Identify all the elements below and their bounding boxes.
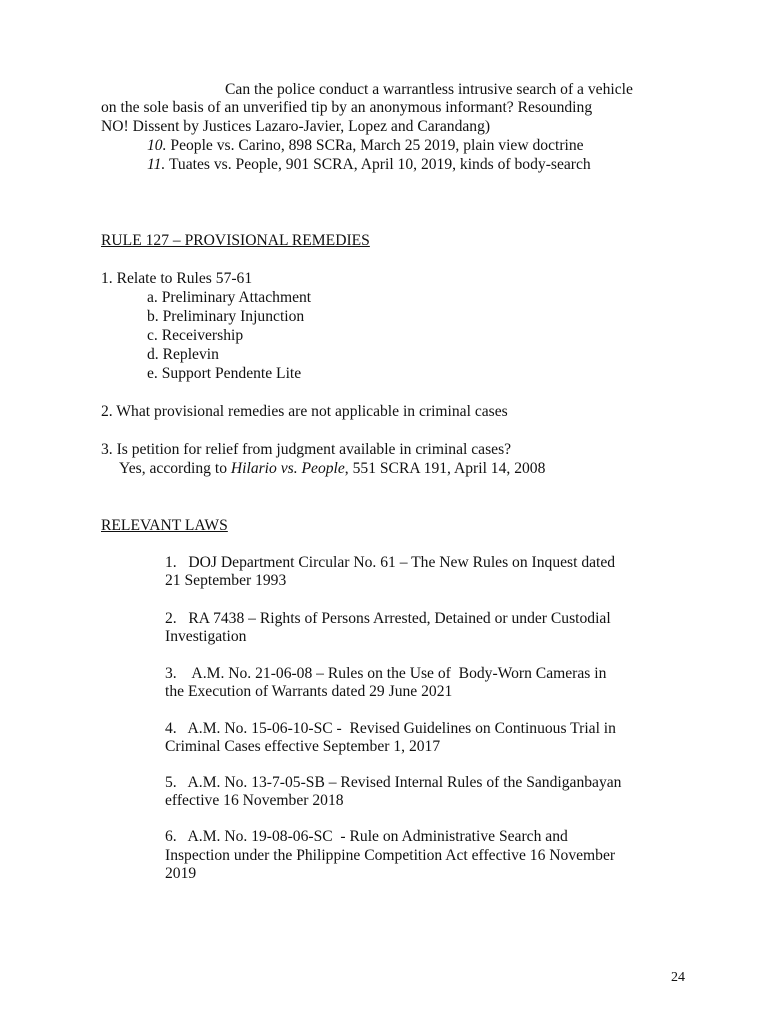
case-number: 10. [147, 137, 167, 154]
remedy-item: e. Support Pendente Lite [147, 365, 302, 382]
case-text: Tuates vs. People, 901 SCRA, April 10, 2019, kinds of body-search [165, 156, 591, 173]
law-item-3-line-2: the Execution of Warrants dated 29 June 2021 [165, 683, 453, 700]
laws-heading: RELEVANT LAWS [101, 517, 228, 534]
law-item-6-line-2: Inspection under the Philippine Competition Act effective 16 November [165, 847, 616, 864]
remedy-item: a. Preliminary Attachment [147, 289, 312, 306]
case-item-10 [147, 136, 584, 155]
intro-line-3: NO! Dissent by Justices Lazaro-Javier, Lopez and Carandang) [101, 118, 491, 135]
intro-line-2: on the sole basis of an unverified tip by an anonymous informant? Resounding [101, 99, 593, 116]
answer-prefix: Yes, according to [119, 460, 231, 477]
page-number: 24 [671, 970, 685, 985]
law-item-1-line-2: 21 September 1993 [165, 572, 287, 589]
answer-citation: , 551 SCRA 191, April 14, 2008 [344, 460, 546, 477]
rule127-answer-3 [119, 459, 545, 478]
law-item-2-line-1: 2. RA 7438 – Rights of Persons Arrested, Detained or under Custodial [165, 610, 611, 627]
rule127-heading: RULE 127 – PROVISIONAL REMEDIES [101, 232, 370, 249]
case-text: People vs. Carino, 898 SCRa, March 25 2019, plain view doctrine [166, 137, 584, 154]
rule127-question-1: 1. Relate to Rules 57-61 [101, 270, 253, 287]
rule127-question-2: 2. What provisional remedies are not applicable in criminal cases [101, 403, 508, 420]
law-item-2-line-2: Investigation [165, 628, 247, 645]
law-item-3-line-1: 3. A.M. No. 21-06-08 – Rules on the Use of Body-Worn Cameras in [165, 665, 607, 682]
rule127-question-3: 3. Is petition for relief from judgment available in criminal cases? [101, 441, 512, 458]
law-item-5-line-1: 5. A.M. No. 13-7-05-SB – Revised Internal Rules of the Sandiganbayan [165, 774, 622, 791]
remedy-item: c. Receivership [147, 327, 244, 344]
remedy-item: d. Replevin [147, 346, 219, 363]
law-item-5-line-2: effective 16 November 2018 [165, 792, 344, 809]
remedy-item: b. Preliminary Injunction [147, 308, 305, 325]
law-item-4-line-2: Criminal Cases effective September 1, 2017 [165, 738, 441, 755]
intro-line-1: Can the police conduct a warrantless intrusive search of a vehicle [225, 81, 633, 98]
law-item-6-line-1: 6. A.M. No. 19-08-06-SC - Rule on Administrative Search and [165, 828, 568, 845]
answer-case-name: Hilario vs. People [230, 460, 345, 477]
law-item-1-line-1: 1. DOJ Department Circular No. 61 – The New Rules on Inquest dated [165, 554, 616, 571]
case-item-11 [147, 155, 591, 174]
law-item-6-line-3: 2019 [165, 865, 197, 882]
law-item-4-line-1: 4. A.M. No. 15-06-10-SC - Revised Guidelines on Continuous Trial in [165, 720, 616, 737]
case-number: 11. [147, 156, 166, 173]
